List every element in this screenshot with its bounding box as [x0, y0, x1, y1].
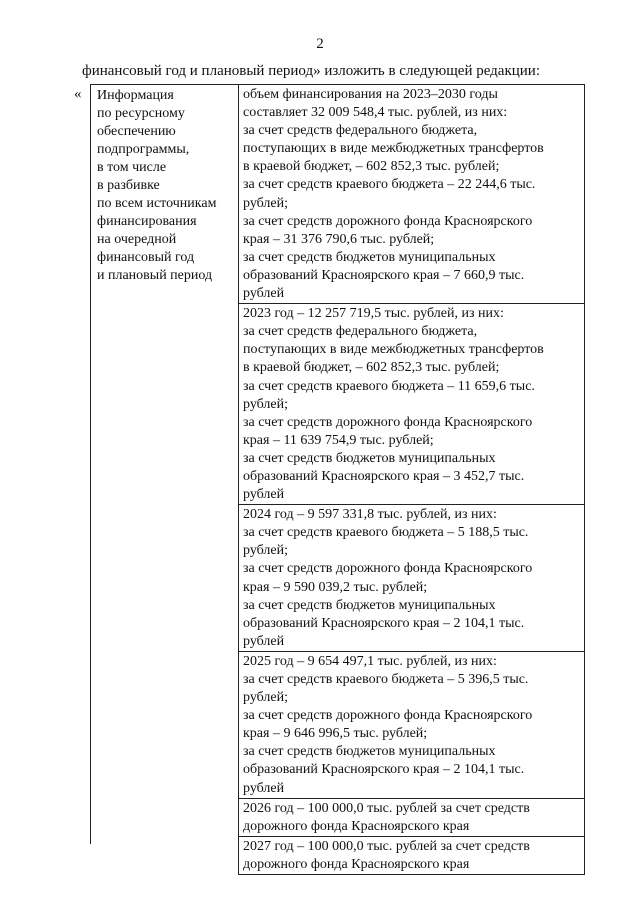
financing-line: поступающих в виде межбюджетных трансфертов [243, 141, 544, 157]
financing-line: объем финансирования на 2023–2030 годы [243, 87, 498, 102]
financing-line: за счет средств дорожного фонда Красноярского [243, 213, 533, 229]
financing-line: за счет средств бюджетов муниципальных [243, 450, 496, 466]
label-line: обеспечению [97, 124, 176, 139]
financing-line: рублей [243, 780, 285, 796]
financing-line: составляет 32 009 548,4 тыс. рублей, из них: [243, 105, 508, 121]
financing-line: образований Красноярского края – 2 104,1 тыс. [243, 762, 525, 778]
financing-line: за счет средств краевого бюджета – 5 188,5 тыс. [243, 525, 529, 541]
financing-line: в краевой бюджет, – 602 852,3 тыс. рублей; [243, 360, 500, 376]
financing-line: образований Красноярского края – 3 452,7 тыс. [243, 468, 525, 484]
financing-cell [239, 798, 584, 836]
financing-line: края – 9 646 996,5 тыс. рублей; [243, 726, 428, 742]
financing-line: за счет средств федерального бюджета, [243, 123, 478, 139]
financing-line: 2025 год – 9 654 497,1 тыс. рублей, из них: [243, 653, 497, 669]
financing-line: рублей [243, 286, 285, 302]
label-line: в разбивке [97, 178, 160, 193]
financing-line: края – 11 639 754,9 тыс. рублей; [243, 432, 434, 448]
financing-line: за счет средств краевого бюджета – 11 659,6 тыс. [243, 378, 535, 394]
financing-line: рублей [243, 633, 285, 649]
financing-line: образований Красноярского края – 2 104,1 тыс. [243, 615, 525, 631]
financing-line: края – 31 376 790,6 тыс. рублей; [243, 231, 435, 247]
financing-line: за счет средств дорожного фонда Красноярского [243, 561, 533, 577]
financing-line: поступающих в виде межбюджетных трансфертов [243, 342, 544, 358]
financing-line: 2027 год – 100 000,0 тыс. рублей за счет средств [243, 838, 530, 854]
financing-line: рублей; [243, 396, 288, 412]
page-number: 2 [316, 36, 324, 52]
financing-cell [239, 84, 584, 303]
label-line: финансовый год [97, 250, 195, 265]
financing-cell [239, 303, 584, 504]
financing-cell [239, 504, 584, 651]
financing-line: в краевой бюджет, – 602 852,3 тыс. рублей; [243, 159, 500, 175]
financing-line: за счет средств дорожного фонда Красноярского [243, 414, 533, 430]
financing-line: рублей; [243, 690, 288, 706]
financing-line: рублей; [243, 195, 288, 211]
financing-line: за счет средств дорожного фонда Красноярского [243, 708, 533, 724]
financing-line: дорожного фонда Красноярского края [243, 818, 470, 834]
financing-line: 2026 год – 100 000,0 тыс. рублей за счет средств [243, 800, 530, 816]
financing-cell [239, 836, 584, 875]
resource-info-label-cell [90, 84, 238, 844]
financing-line: 2023 год – 12 257 719,5 тыс. рублей, из них: [243, 306, 504, 322]
financing-details-column [238, 84, 585, 875]
label-line: и плановый период [97, 268, 213, 283]
financing-line: за счет средств бюджетов муниципальных [243, 249, 496, 265]
label-line: по ресурсному [97, 106, 185, 121]
financing-line: рублей [243, 487, 285, 503]
label-line: финансирования [97, 214, 197, 229]
financing-line: за счет средств бюджетов муниципальных [243, 597, 496, 613]
label-line: в том числе [97, 160, 167, 175]
label-line: Информация [97, 88, 174, 103]
intro-text: финансовый год и плановый период» изложить в следующей редакции: [82, 63, 541, 79]
financing-line: края – 9 590 039,2 тыс. рублей; [243, 579, 428, 595]
financing-line: образований Красноярского края – 7 660,9 тыс. [243, 267, 525, 283]
financing-line: за счет средств краевого бюджета – 22 244,6 тыс. [243, 177, 536, 193]
financing-line: рублей; [243, 543, 288, 559]
financing-cell [239, 651, 584, 798]
label-line: по всем источникам [97, 196, 217, 211]
financing-line: за счет средств бюджетов муниципальных [243, 744, 496, 760]
financing-line: 2024 год – 9 597 331,8 тыс. рублей, из них: [243, 507, 497, 523]
financing-line: дорожного фонда Красноярского края [243, 856, 470, 872]
opening-quote-mark: « [74, 86, 82, 102]
financing-line: за счет средств краевого бюджета – 5 396,5 тыс. [243, 672, 529, 687]
financing-line: за счет средств федерального бюджета, [243, 324, 478, 340]
label-line: подпрограммы, [97, 142, 190, 157]
label-line: на очередной [97, 232, 177, 247]
